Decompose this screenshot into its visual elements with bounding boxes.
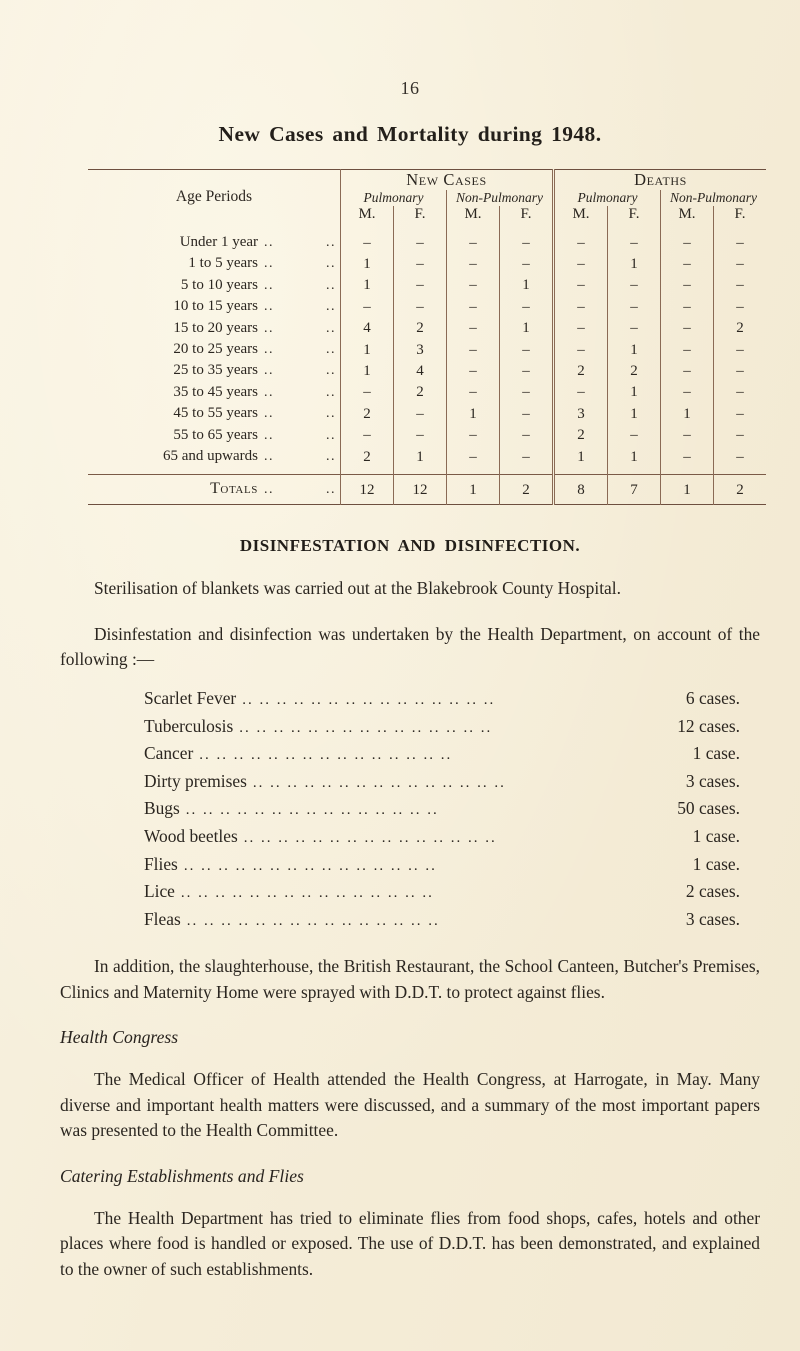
leader-dots: .. <box>326 342 336 358</box>
table-cell-value: 1 <box>608 339 661 360</box>
age-period-label: 20 to 25 years <box>173 341 258 358</box>
list-item-label: Flies <box>144 853 178 874</box>
table-row <box>88 253 766 274</box>
table-cell-value: – <box>447 425 500 446</box>
table-cell-value: – <box>608 296 661 317</box>
table-cell-value: – <box>608 425 661 446</box>
totals-cell-value: 1 <box>447 475 500 505</box>
totals-cell-value: 12 <box>341 475 394 505</box>
age-period-cell <box>88 275 341 296</box>
age-period-cell <box>88 382 341 403</box>
spacer-cell <box>341 223 394 232</box>
age-period-cell <box>88 446 341 467</box>
table-row <box>88 360 766 381</box>
table-row <box>88 403 766 424</box>
table-cell-value: – <box>661 446 714 467</box>
table-cell-value: 1 <box>608 446 661 467</box>
table-row <box>88 275 766 296</box>
table-cell-value: – <box>500 446 554 467</box>
table-cell-value: – <box>661 339 714 360</box>
leader-dots: .. <box>264 384 274 400</box>
age-period-cell <box>88 339 341 360</box>
table-cell-value: – <box>714 382 767 403</box>
spacer-cell <box>714 223 767 232</box>
list-item-value: 1 case. <box>692 853 740 874</box>
table-cell-value: – <box>447 296 500 317</box>
table-cell-value: – <box>394 275 447 296</box>
subgroup-header-deaths-pulmonary: Pulmonary <box>554 190 661 206</box>
spacer-cell <box>661 223 714 232</box>
spacer-cell <box>394 467 447 475</box>
table-cell-value: 1 <box>341 253 394 274</box>
leader-dots: .. <box>264 449 274 465</box>
leader-dots: .. <box>326 277 336 293</box>
age-period-label: 10 to 15 years <box>173 298 258 315</box>
table-cell-value: – <box>447 446 500 467</box>
new-cases-mortality-table <box>88 169 766 505</box>
table-cell-value: – <box>714 339 767 360</box>
age-period-label: 65 and upwards <box>163 448 258 465</box>
totals-label: Totals <box>210 480 258 498</box>
subgroup-header-newcases-nonpulmonary: Non-Pulmonary <box>447 190 554 206</box>
table-cell-value: – <box>394 403 447 424</box>
table-cell-value: 1 <box>500 318 554 339</box>
table-cell-value: 3 <box>554 403 608 424</box>
table-cell-value: 2 <box>554 425 608 446</box>
list-item-value: 2 cases. <box>685 881 740 902</box>
table-cell-value: – <box>661 425 714 446</box>
table-head <box>88 170 766 224</box>
table-cell-value: – <box>608 232 661 253</box>
leader-dots: .. <box>264 406 274 422</box>
table-cell-value: – <box>341 382 394 403</box>
leader-dots: .. <box>326 299 336 315</box>
table-cell-value: – <box>341 425 394 446</box>
paragraph-disinfestation-intro: Disinfestation and disinfection was undertaken by the Health Department, on account of the following :— <box>60 623 760 670</box>
leader-dots: .. <box>326 235 336 250</box>
paragraph-catering-establishments: The Health Department has tried to eliminate flies from food shops, cafes, hotels and other places where food is handled or exposed. The use of D.D.T. has been demonstrated, and explained to the owner of such establishments. <box>60 1207 760 1279</box>
leader-dots: .. <box>326 320 336 336</box>
table-cell-value: – <box>714 425 767 446</box>
group-header-new-cases: New Cases <box>341 170 554 191</box>
table-cell-value: – <box>714 275 767 296</box>
table-cell-value: – <box>500 360 554 381</box>
table-cell-value: – <box>714 403 767 424</box>
table-cell-value: – <box>661 296 714 317</box>
table-cell-value: – <box>394 232 447 253</box>
table-cell-value: 1 <box>341 339 394 360</box>
leader-dots: .. <box>326 427 336 443</box>
leader-dots: .. <box>326 256 336 272</box>
leader-dots: .. .. .. .. .. .. .. .. .. .. .. .. .. .. .. <box>183 857 437 874</box>
table-cell-value: – <box>394 253 447 274</box>
table-cell-value: – <box>500 425 554 446</box>
paragraph-sterilisation: Sterilisation of blankets was carried out at the Blakebrook County Hospital. <box>94 578 621 599</box>
table-cell-value: – <box>447 318 500 339</box>
table-cell-value: 2 <box>394 318 447 339</box>
table-cell-value: 1 <box>554 446 608 467</box>
spacer-cell <box>88 467 341 475</box>
column-header-deaths-pulmonary-female: F. <box>608 206 661 223</box>
list-item-value: 12 cases. <box>677 715 740 736</box>
age-period-cell <box>88 403 341 424</box>
table-cell-value: – <box>661 275 714 296</box>
table-cell-value: – <box>500 253 554 274</box>
list-item-label: Bugs <box>144 798 180 819</box>
leader-dots: .. <box>264 235 274 250</box>
table-body <box>88 223 766 505</box>
table-cell-value: – <box>447 360 500 381</box>
table-cell-value: 1 <box>447 403 500 424</box>
totals-cell-value: 2 <box>500 475 554 505</box>
table-cell-value: – <box>500 296 554 317</box>
table-cell-value: – <box>661 382 714 403</box>
spacer-cell <box>447 223 500 232</box>
age-period-label: 5 to 10 years <box>180 276 258 293</box>
list-item-value: 3 cases. <box>685 908 740 929</box>
spacer-cell <box>447 467 500 475</box>
list-item <box>60 714 760 742</box>
table-cell-value: 1 <box>394 446 447 467</box>
age-period-label: 25 to 35 years <box>173 362 258 379</box>
table-cell-value: – <box>661 318 714 339</box>
table-cell-value: – <box>500 339 554 360</box>
column-header-age-periods: Age Periods <box>175 187 253 205</box>
table-cell-value: 1 <box>341 275 394 296</box>
subgroup-header-deaths-nonpulmonary: Non-Pulmonary <box>661 190 767 206</box>
leader-dots: .. <box>326 384 336 400</box>
table-cell-value: 1 <box>608 253 661 274</box>
table-cell-value: 4 <box>394 360 447 381</box>
list-item-value: 1 case. <box>692 825 740 846</box>
list-item <box>60 879 760 907</box>
table-cell-value: – <box>554 382 608 403</box>
table-cell-value: – <box>500 403 554 424</box>
leader-dots: .. <box>326 449 336 465</box>
subsection-heading-health-congress: Health Congress <box>60 1027 179 1048</box>
age-period-cell <box>88 253 341 274</box>
spacer-cell <box>661 467 714 475</box>
table-cell-value: 1 <box>661 403 714 424</box>
column-header-deaths-nonpulmonary-male: M. <box>661 206 714 223</box>
section-heading-disinfestation: DISINFESTATION AND DISINFECTION. <box>239 536 581 556</box>
table-cell-value: – <box>608 275 661 296</box>
leader-dots: .. .. .. .. .. .. .. .. .. .. .. .. .. .. .. <box>185 802 439 819</box>
leader-dots: .. <box>264 277 274 293</box>
spacer-cell <box>500 467 554 475</box>
totals-cell-value: 8 <box>554 475 608 505</box>
subsection-heading-catering-establishments: Catering Establishments and Flies <box>60 1165 304 1186</box>
column-header-newcases-nonpulmonary-female: F. <box>500 206 554 223</box>
list-item <box>60 796 760 824</box>
totals-label-cell <box>88 475 341 505</box>
table-cell-value: 2 <box>341 446 394 467</box>
table-cell-value: – <box>341 232 394 253</box>
table-group-header-row <box>88 170 766 191</box>
list-item-label: Fleas <box>144 908 181 929</box>
age-period-cell <box>88 232 341 253</box>
table-cell-value: – <box>554 232 608 253</box>
table-cell-value: – <box>447 253 500 274</box>
page-title: New Cases and Mortality during 1948. <box>218 122 602 146</box>
totals-cell-value: 1 <box>661 475 714 505</box>
leader-dots: .. <box>326 406 336 422</box>
age-period-cell <box>88 425 341 446</box>
group-header-deaths: Deaths <box>554 170 767 191</box>
leader-dots: .. <box>264 363 274 379</box>
paragraph-health-congress: The Medical Officer of Health attended the Health Congress, at Harrogate, in May. Many diverse and important health matters were discussed, and a summary of the most important papers was presented to the Health Committee. <box>60 1069 760 1141</box>
table-cell-value: – <box>500 382 554 403</box>
list-item <box>60 907 760 935</box>
list-item-label: Dirty premises <box>144 770 247 791</box>
leader-dots: .. <box>326 482 336 498</box>
leader-dots: .. .. .. .. .. .. .. .. .. .. .. .. .. .. .. <box>252 774 506 791</box>
spacer-cell <box>394 223 447 232</box>
age-period-label: 1 to 5 years <box>188 255 258 272</box>
list-item-label: Lice <box>144 881 175 902</box>
spacer-cell <box>554 223 608 232</box>
age-period-label: 35 to 45 years <box>173 383 258 400</box>
table-cell-value: – <box>554 253 608 274</box>
totals-cell-value: 2 <box>714 475 767 505</box>
list-item-value: 1 case. <box>692 743 740 764</box>
table-cell-value: – <box>714 253 767 274</box>
leader-dots: .. <box>326 363 336 379</box>
table-row <box>88 296 766 317</box>
leader-dots: .. <box>264 299 274 315</box>
table-cell-value: 2 <box>394 382 447 403</box>
table-cell-value: – <box>661 360 714 381</box>
spacer-cell <box>554 467 608 475</box>
column-header-newcases-pulmonary-male: M. <box>341 206 394 223</box>
table-cell-value: – <box>554 318 608 339</box>
table-row <box>88 382 766 403</box>
leader-dots: .. <box>264 482 274 498</box>
spacer-cell <box>714 467 767 475</box>
spacer-cell <box>608 223 661 232</box>
table-cell-value: 2 <box>341 403 394 424</box>
table-cell-value: – <box>554 275 608 296</box>
table-cell-value: 1 <box>500 275 554 296</box>
age-period-cell <box>88 360 341 381</box>
table-cell-value: – <box>447 382 500 403</box>
table-spacer-row <box>88 467 766 475</box>
table-cell-value: 2 <box>554 360 608 381</box>
table-cell-value: – <box>661 232 714 253</box>
leader-dots: .. .. .. .. .. .. .. .. .. .. .. .. .. .. .. <box>180 885 434 902</box>
table-cell-value: – <box>554 339 608 360</box>
leader-dots: .. <box>264 256 274 272</box>
table-totals-row <box>88 475 766 505</box>
list-item <box>60 824 760 852</box>
table-cell-value: 1 <box>341 360 394 381</box>
table-cell-value: – <box>714 446 767 467</box>
list-item <box>60 852 760 880</box>
leader-dots: .. .. .. .. .. .. .. .. .. .. .. .. .. .. .. <box>243 829 497 846</box>
table-cell-value: 4 <box>341 318 394 339</box>
table-cell-value: 2 <box>714 318 767 339</box>
table-cell-value: – <box>394 296 447 317</box>
table-row <box>88 318 766 339</box>
spacer-cell <box>500 223 554 232</box>
leader-dots: .. .. .. .. .. .. .. .. .. .. .. .. .. .. .. <box>242 691 496 708</box>
list-item-label: Tuberculosis <box>144 715 234 736</box>
column-header-deaths-nonpulmonary-female: F. <box>714 206 767 223</box>
table-cell-value: – <box>714 296 767 317</box>
page-content <box>60 0 760 1282</box>
list-item-value: 50 cases. <box>677 798 740 819</box>
age-period-label: Under 1 year <box>179 234 258 250</box>
column-header-newcases-nonpulmonary-male: M. <box>447 206 500 223</box>
list-item-label: Cancer <box>144 743 194 764</box>
leader-dots: .. .. .. .. .. .. .. .. .. .. .. .. .. .. .. <box>239 719 493 736</box>
table-cell-value: – <box>447 339 500 360</box>
table-cell-value: 3 <box>394 339 447 360</box>
column-header-deaths-pulmonary-male: M. <box>554 206 608 223</box>
subgroup-header-newcases-pulmonary: Pulmonary <box>341 190 447 206</box>
list-item-label: Wood beetles <box>144 825 238 846</box>
list-item-value: 6 cases. <box>685 687 740 708</box>
age-period-label: 45 to 55 years <box>173 405 258 422</box>
age-period-cell <box>88 318 341 339</box>
table-cell-value: 1 <box>608 382 661 403</box>
table-row <box>88 339 766 360</box>
paragraph-ddt-spraying: In addition, the slaughterhouse, the British Restaurant, the School Canteen, Butcher's Premises, Clinics and Maternity Home were sprayed with D.D.T. to protect against flies. <box>60 956 760 1002</box>
leader-dots: .. <box>264 427 274 443</box>
spacer-cell <box>608 467 661 475</box>
totals-cell-value: 12 <box>394 475 447 505</box>
list-item <box>60 741 760 769</box>
table-cell-value: – <box>500 232 554 253</box>
leader-dots: .. .. .. .. .. .. .. .. .. .. .. .. .. .. .. <box>199 747 453 764</box>
table-cell-value: – <box>714 360 767 381</box>
table-cell-value: – <box>661 253 714 274</box>
table-cell-value: 1 <box>608 403 661 424</box>
table-cell-value: – <box>394 425 447 446</box>
list-item-value: 3 cases. <box>685 770 740 791</box>
page-number: 16 <box>400 78 420 98</box>
list-item <box>60 769 760 797</box>
age-period-label: 15 to 20 years <box>173 319 258 336</box>
leader-dots: .. .. .. .. .. .. .. .. .. .. .. .. .. .. .. <box>186 912 440 929</box>
list-item <box>60 686 760 714</box>
list-item-label: Scarlet Fever <box>144 687 237 708</box>
age-period-cell <box>88 296 341 317</box>
table-cell-value: – <box>608 318 661 339</box>
table-cell-value: – <box>714 232 767 253</box>
spacer-cell <box>88 223 341 232</box>
table-cell-value: – <box>447 232 500 253</box>
table-cell-value: – <box>447 275 500 296</box>
leader-dots: .. <box>264 342 274 358</box>
table-cell-value: 2 <box>608 360 661 381</box>
column-header-newcases-pulmonary-female: F. <box>394 206 447 223</box>
spacer-cell <box>341 467 394 475</box>
leader-dots: .. <box>264 320 274 336</box>
table-cell-value: – <box>341 296 394 317</box>
age-period-label: 55 to 65 years <box>173 426 258 443</box>
table-row <box>88 446 766 467</box>
table-spacer-row <box>88 223 766 232</box>
disinfestation-reasons-list <box>60 686 760 934</box>
tuberculosis-table-wrapper <box>88 169 766 505</box>
table-cell-value: – <box>554 296 608 317</box>
table-row <box>88 425 766 446</box>
totals-cell-value: 7 <box>608 475 661 505</box>
table-row <box>88 232 766 253</box>
